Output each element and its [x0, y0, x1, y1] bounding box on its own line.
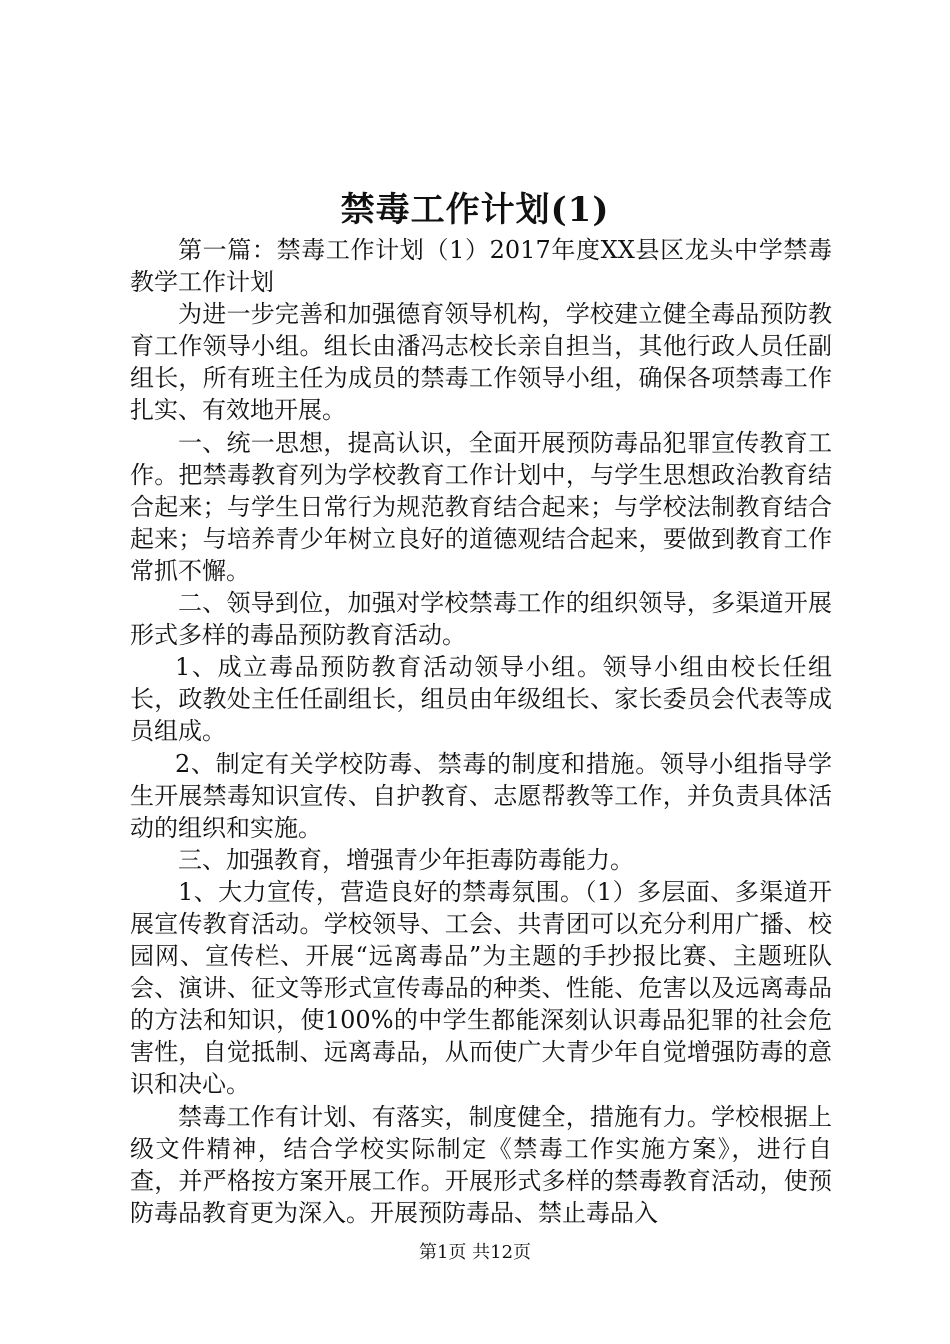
paragraph-2: 为进一步完善和加强德育领导机构，学校建立健全毒品预防教育工作领导小组。组长由潘冯志校长亲自担当，其他行政人员任副组长，所有班主任为成员的禁毒工作领导小组，确保各项禁毒工作扎实、有效地开展。: [130, 300, 832, 425]
paragraph-9: 禁毒工作有计划、有落实，制度健全，措施有力。学校根据上级文件精神，结合学校实际制定《禁毒工作实施方案》，进行自查，并严格按方案开展工作。开展形式多样的禁毒教育活动，使预防毒品教育更为深入。开展预防毒品、禁止毒品入: [130, 1102, 832, 1227]
paragraph-8: 1、大力宣传，营造良好的禁毒氛围。（1）多层面、多渠道开展宣传教育活动。学校领导、工会、共青团可以充分利用广播、校园网、宣传栏、开展“远离毒品”为主题的手抄报比赛、主题班队会、演讲、征文等形式宣传毒品的种类、性能、危害以及远离毒品的方法和知识，使100%的中学生都能深刻认识毒品犯罪的社会危害性，自觉抵制、远离毒品，从而使广大青少年自觉增强防毒的意识和决心。: [130, 877, 832, 1099]
paragraph-4: 二、领导到位，加强对学校禁毒工作的组织领导，多渠道开展形式多样的毒品预防教育活动。: [130, 589, 832, 650]
document-body: [130, 234, 832, 1229]
paragraph-1: 第一篇：禁毒工作计划（1）2017年度XX县区龙头中学禁毒教学工作计划: [130, 236, 832, 297]
document-title: 禁毒工作计划(1): [340, 190, 610, 230]
paragraph-7: 三、加强教育，增强青少年拒毒防毒能力。: [178, 845, 634, 874]
paragraph-6: 2、制定有关学校防毒、禁毒的制度和措施。领导小组指导学生开展禁毒知识宣传、自护教育、志愿帮教等工作，并负责具体活动的组织和实施。: [130, 749, 832, 842]
paragraph-5: 1、成立毒品预防教育活动领导小组。领导小组由校长任组长，政教处主任任副组长，组员由年级组长、家长委员会代表等成员组成。: [130, 653, 832, 746]
page-footer: 第1页 共12页: [418, 1242, 532, 1263]
paragraph-3: 一、统一思想，提高认识，全面开展预防毒品犯罪宣传教育工作。把禁毒教育列为学校教育工作计划中，与学生思想政治教育结合起来；与学生日常行为规范教育结合起来；与学校法制教育结合起来；与培养青少年树立良好的道德观结合起来，要做到教育工作常抓不懈。: [130, 428, 832, 585]
